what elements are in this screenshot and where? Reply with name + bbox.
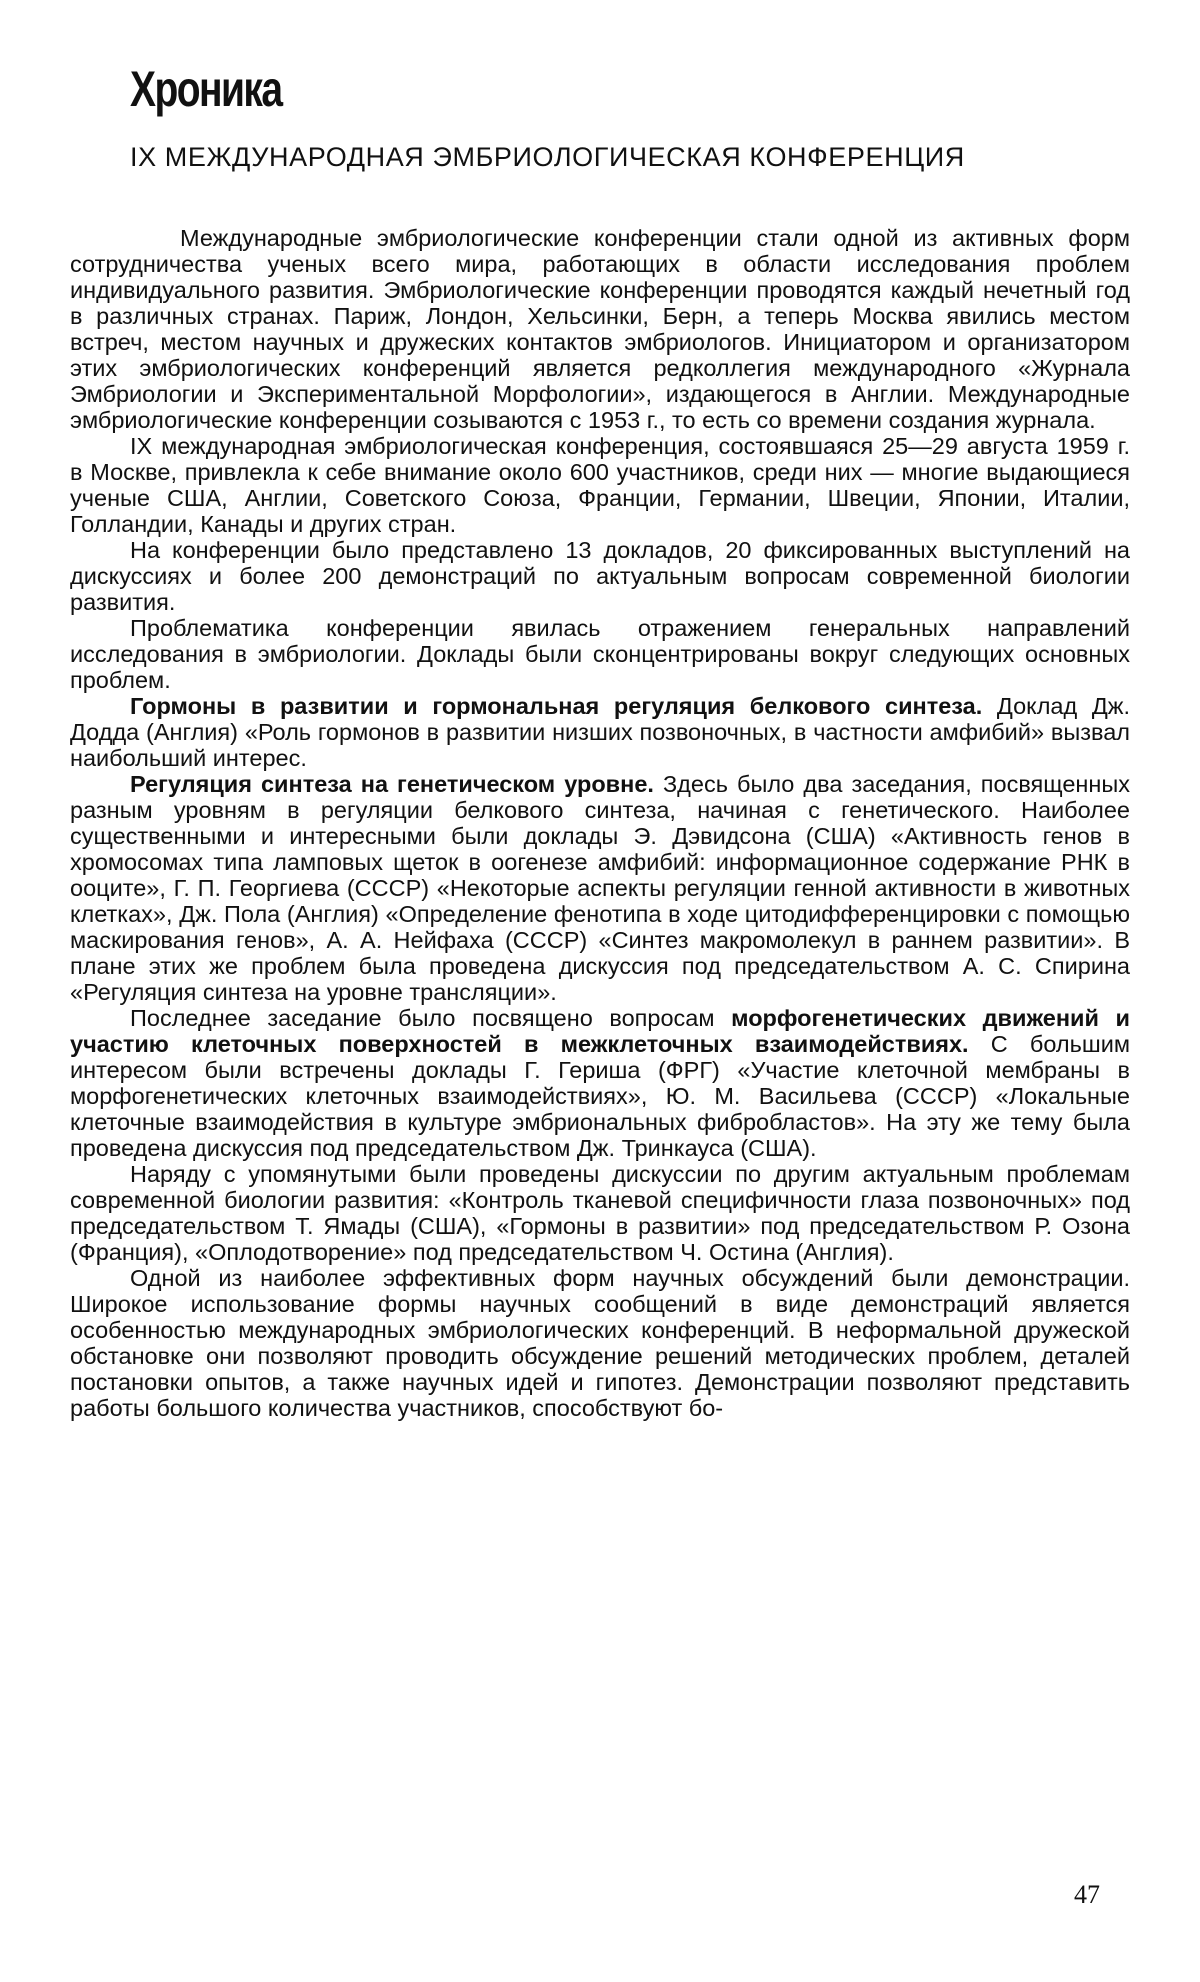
paragraph-intro: Международные эмбриологические конференции стали одной из активных форм сотрудничества ученых всего мира, работающих в области исследования проблем индивидуального развития. Эмбриологические конференции проводятся каждый нечетный год в различных странах. Париж, Лондон, Хельсинки, Берн, а теперь Москва явились местом встреч, местом научных и дружеских контактов эмбриологов. Инициатором и организатором этих эмбриологических конференций является редколлегия международного «Журнала Эмбриологии и Экспериментальной Морфологии», издающегося в Англии. Международные эмбриологические конференции созываются с 1953 г., то есть со времени создания журнала.: [70, 225, 1130, 433]
paragraph-problems: Проблематика конференции явилась отражением генеральных направлений исследования в эмбриологии. Доклады были сконцентрированы вокруг следующих основных проблем.: [70, 615, 1130, 693]
article-body: [70, 225, 1130, 1421]
paragraph-morphogenesis-lead: Последнее заседание было посвящено вопросам: [130, 1005, 732, 1031]
paragraph-hormones-text: Доклад Дж. Додда (Англия) «Роль гормонов в развитии низших позвоночных, в частности амфибий» вызвал наибольший интерес.: [70, 693, 1130, 771]
paragraph-discussions: Наряду с упомянутыми были проведены дискуссии по другим актуальным проблемам современной биологии развития: «Контроль тканевой специфичности глаза позвоночных» под председательством Т. Ямады (США), «Гормоны в развитии» под председательством Р. Озона (Франция), «Оплодотворение» под председательством Ч. Остина (Англия).: [70, 1161, 1130, 1265]
page-number: 47: [1074, 1880, 1100, 1909]
paragraph-conference-info: IX международная эмбриологическая конференция, состоявшаяся 25—29 августа 1959 г. в Москве, привлекла к себе внимание около 600 участников, среди них — многие выдающиеся ученые США, Англии, Советского Союза, Франции, Германии, Швеции, Японии, Италии, Голландии, Канады и других стран.: [70, 433, 1130, 537]
paragraph-genetic-regulation-text: Здесь было два заседания, посвященных разным уровням в регуляции белкового синтеза, начиная с генетического. Наиболее существенными и интересными были доклады Э. Дэвидсона (США) «Активность генов в хромосомах типа ламповых щеток в оогенезе амфибий: информационное содержание РНК в ооците», Г. П. Георгиева (СССР) «Некоторые аспекты регуляции генной активности в животных клетках», Дж. Пола (Англия) «Определение фенотипа в ходе цитодифференцировки с помощью маскирования генов», А. А. Нейфаха (СССР) «Синтез макромолекул в раннем развитии». В плане этих же проблем была проведена дискуссия под председательством А. С. Спирина «Регуляция синтеза на уровне трансляции».: [70, 771, 1131, 1005]
paragraph-genetic-regulation: [70, 771, 1130, 1005]
paragraph-reports: На конференции было представлено 13 докладов, 20 фиксированных выступлений на дискуссиях и более 200 демонстраций по актуальным вопросам современной биологии развития.: [70, 537, 1130, 615]
paragraph-hormones: [70, 693, 1130, 771]
topic-morphogenesis: морфогенетических движений и участию клеточных поверхностей в межклеточных взаимодействиях.: [70, 1005, 1130, 1057]
paragraph-morphogenesis: [70, 1005, 1130, 1161]
article-title: IX МЕЖДУНАРОДНАЯ ЭМБРИОЛОГИЧЕСКАЯ КОНФЕРЕНЦИЯ: [130, 142, 965, 172]
paragraph-demonstrations: Одной из наиболее эффективных форм научных обсуждений были демонстрации. Широкое использование формы научных сообщений в виде демонстраций является особенностью международных эмбриологических конференций. В неформальной дружеской обстановке они позволяют проводить обсуждение решений методических проблем, деталей постановки опытов, а также научных идей и гипотез. Демонстрации позволяют представить работы большого количества участников, способствуют бо-: [70, 1265, 1130, 1421]
topic-genetic-regulation: Регуляция синтеза на генетическом уровне.: [130, 771, 654, 797]
paragraph-morphogenesis-text: С большим интересом были встречены доклады Г. Гериша (ФРГ) «Участие клеточной мембраны в морфогенетических клеточных взаимодействиях», Ю. М. Васильева (СССР) «Локальные клеточные взаимодействия в культуре эмбриональных фибробластов». На эту же тему была проведена дискуссия под председательством Дж. Тринкауса (США).: [70, 1031, 1131, 1161]
section-title: Хроника: [130, 61, 282, 117]
topic-hormones: Гормоны в развитии и гормональная регуляция белкового синтеза.: [130, 693, 983, 719]
page: [70, 60, 1130, 1940]
